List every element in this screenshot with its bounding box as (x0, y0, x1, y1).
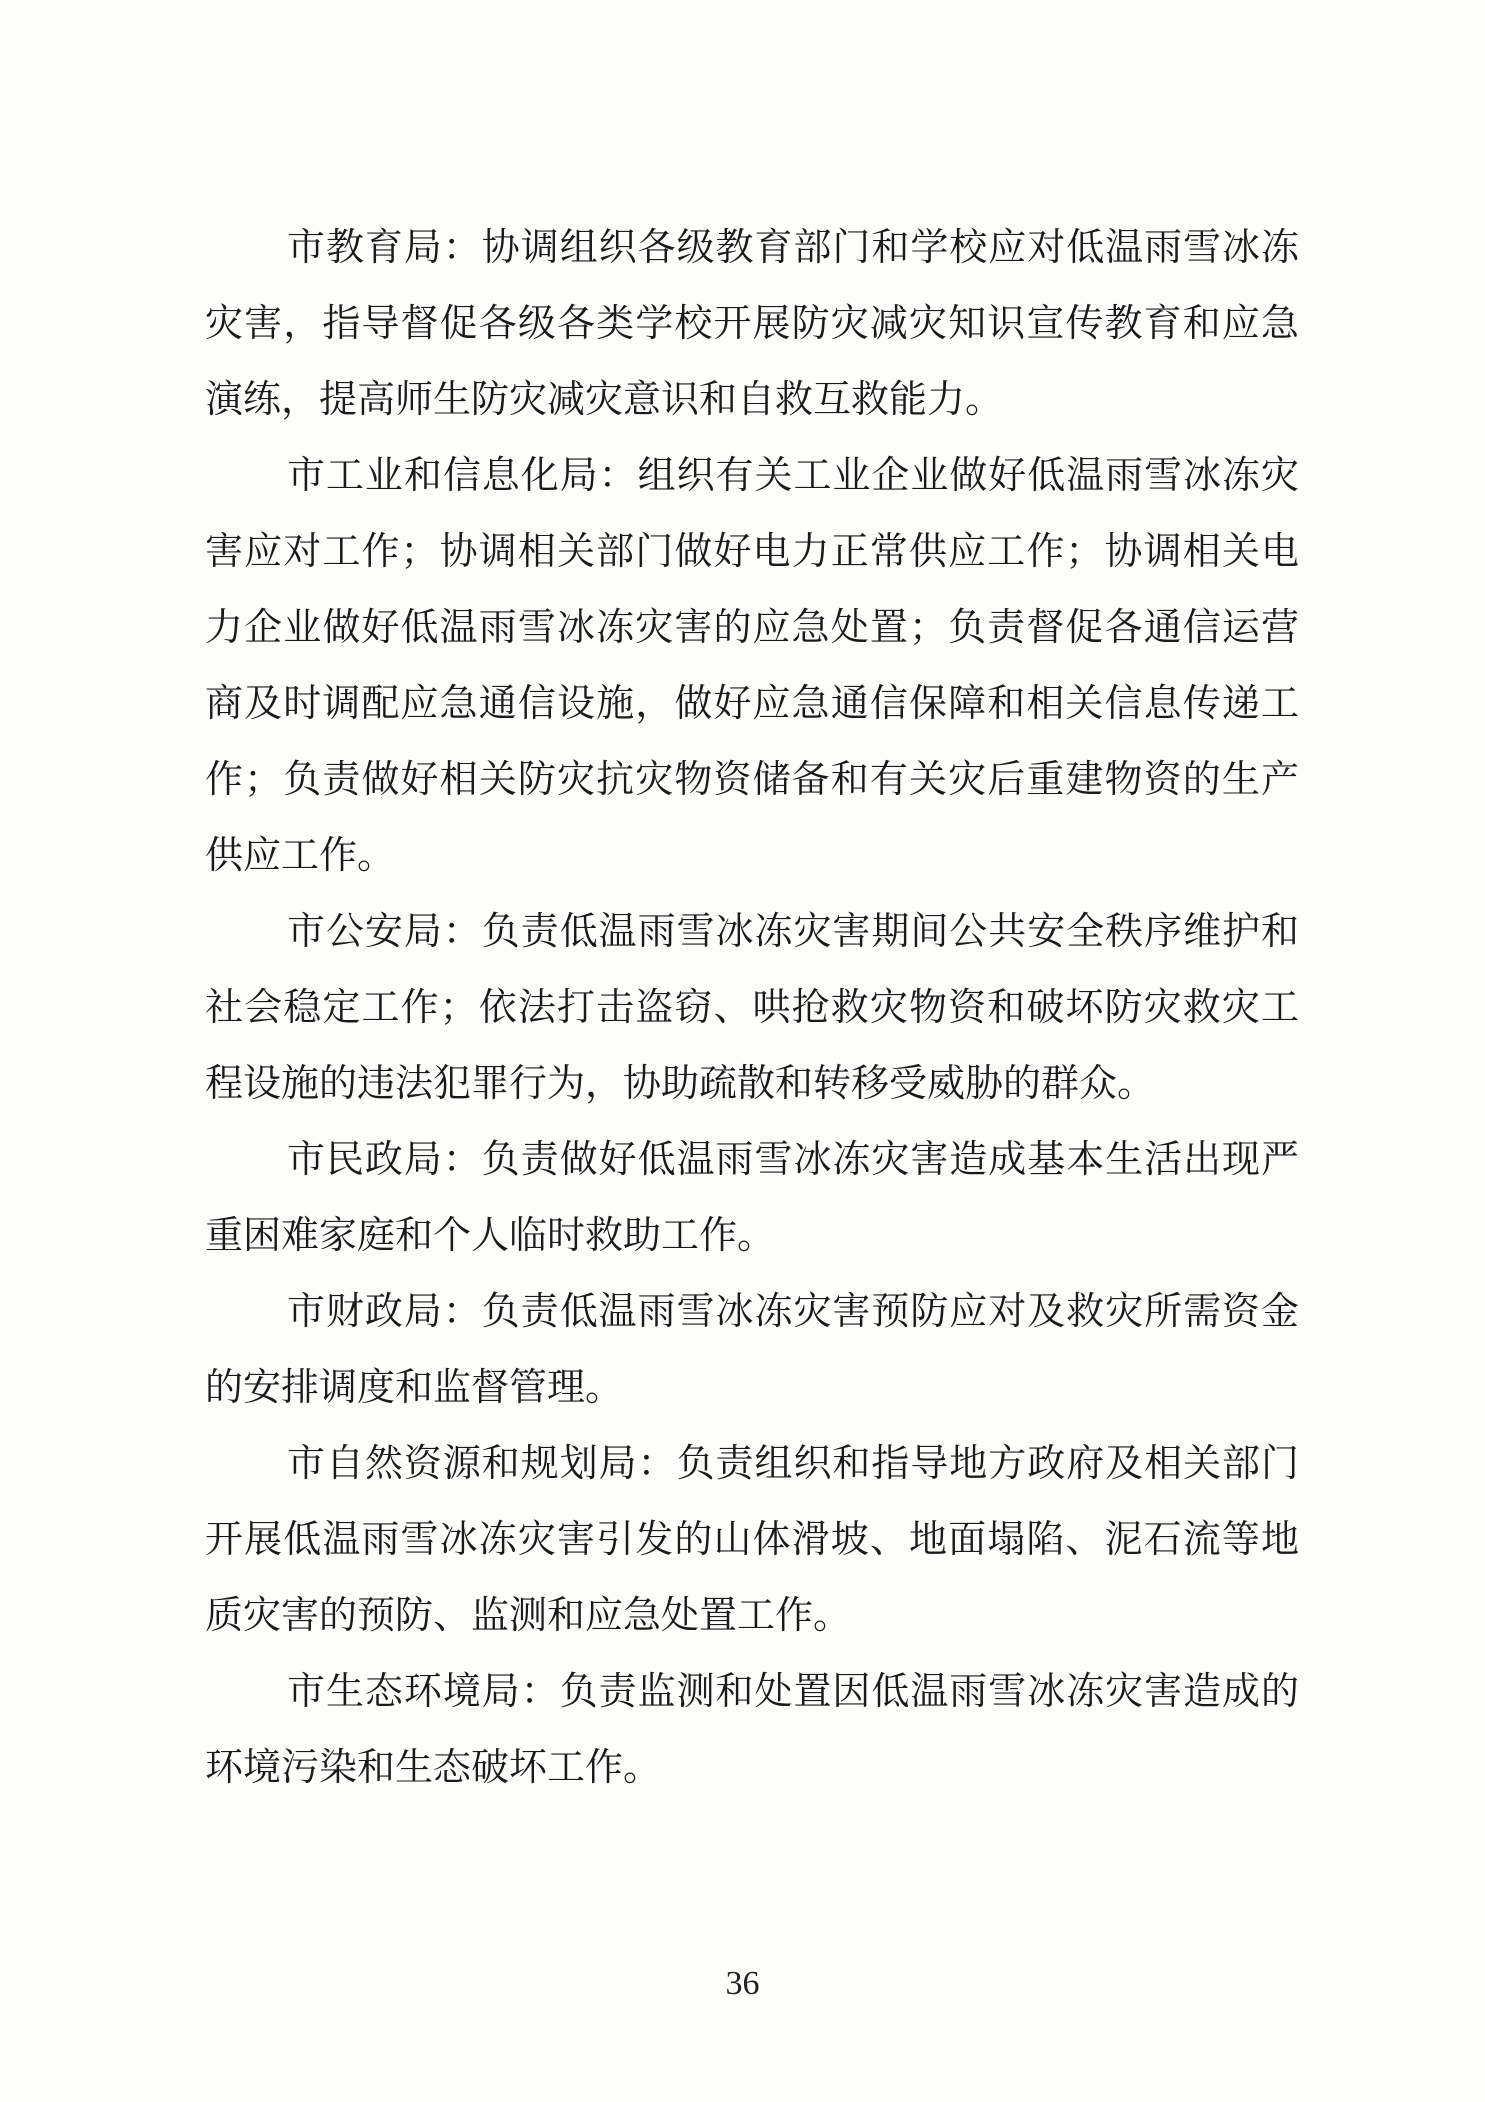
paragraph (205, 893, 1299, 1121)
paragraph-line: 市教育局：协调组织各级教育部门和学校应对低温雨雪冰冻 (287, 225, 1299, 269)
paragraph-line: 开展低温雨雪冰冻灾害引发的山体滑坡、地面塌陷、泥石流等地 (205, 1517, 1299, 1561)
paragraph-line: 环境污染和生态破坏工作。 (205, 1745, 662, 1789)
paragraph-line: 市自然资源和规划局：负责组织和指导地方政府及相关部门 (287, 1441, 1299, 1485)
paragraph-line: 市生态环境局：负责监测和处置因低温雨雪冰冻灾害造成的 (287, 1669, 1299, 1713)
paragraph-line: 重困难家庭和个人临时救助工作。 (205, 1213, 776, 1257)
paragraph-line: 的安排调度和监督管理。 (205, 1365, 624, 1409)
paragraph (205, 437, 1299, 893)
paragraph-line: 力企业做好低温雨雪冰冻灾害的应急处置；负责督促各通信运营 (205, 605, 1299, 649)
paragraph-line: 商及时调配应急通信设施，做好应急通信保障和相关信息传递工 (205, 681, 1299, 725)
paragraph-line: 社会稳定工作；依法打击盗窃、哄抢救灾物资和破坏防灾救灾工 (205, 985, 1299, 1029)
paragraph-line: 市公安局：负责低温雨雪冰冻灾害期间公共安全秩序维护和 (287, 909, 1299, 953)
paragraph (205, 1273, 1299, 1425)
paragraph-line: 供应工作。 (205, 833, 396, 877)
page-number: 36 (725, 1965, 760, 2002)
paragraph-line: 作；负责做好相关防灾抗灾物资储备和有关灾后重建物资的生产 (205, 757, 1299, 801)
paragraph-line: 质灾害的预防、监测和应急处置工作。 (205, 1593, 852, 1637)
paragraph (205, 1653, 1299, 1805)
paragraph-line: 市工业和信息化局：组织有关工业企业做好低温雨雪冰冻灾 (287, 453, 1299, 497)
paragraph-line: 演练，提高师生防灾减灾意识和自救互救能力。 (205, 377, 1004, 421)
paragraph (205, 1425, 1299, 1653)
paragraph (205, 1121, 1299, 1273)
paragraph-line: 市民政局：负责做好低温雨雪冰冻灾害造成基本生活出现严 (287, 1137, 1299, 1181)
document-body (205, 209, 1299, 1805)
paragraph-line: 市财政局：负责低温雨雪冰冻灾害预防应对及救灾所需资金 (287, 1289, 1299, 1333)
paragraph-line: 害应对工作；协调相关部门做好电力正常供应工作；协调相关电 (205, 529, 1299, 573)
paragraph-line: 灾害，指导督促各级各类学校开展防灾减灾知识宣传教育和应急 (205, 301, 1299, 345)
paragraph (205, 209, 1299, 437)
paragraph-line: 程设施的违法犯罪行为，协助疏散和转移受威胁的群众。 (205, 1061, 1156, 1105)
